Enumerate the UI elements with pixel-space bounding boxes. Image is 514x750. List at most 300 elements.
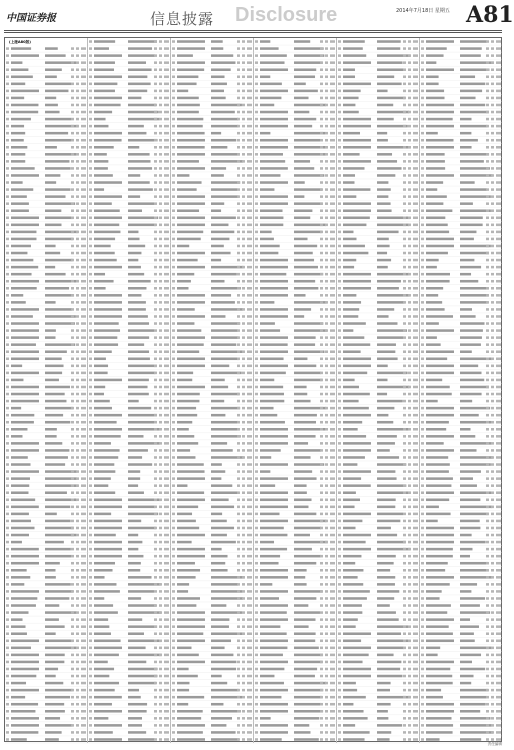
text-line — [94, 315, 122, 318]
text-line — [491, 731, 494, 734]
text-line — [320, 647, 323, 650]
text-line — [94, 280, 114, 283]
text-line — [211, 477, 221, 480]
text-line — [460, 68, 489, 71]
text-line — [11, 569, 27, 572]
text-line — [11, 379, 23, 382]
text-line — [81, 597, 86, 600]
text-line — [237, 442, 240, 445]
text-line — [45, 266, 55, 269]
text-line — [491, 449, 494, 452]
text-line — [486, 710, 489, 713]
text-line — [421, 104, 424, 107]
text-line — [426, 132, 438, 135]
text-line — [154, 139, 157, 142]
text-line — [294, 625, 309, 628]
text-line — [255, 548, 258, 551]
text-line — [486, 266, 489, 269]
text-line — [330, 90, 335, 93]
text-line — [460, 118, 472, 121]
text-line — [294, 731, 310, 734]
text-line — [6, 386, 9, 389]
text-line — [164, 407, 169, 410]
text-line — [426, 738, 440, 741]
text-line — [320, 590, 323, 593]
text-line — [496, 689, 501, 692]
text-line — [45, 640, 73, 643]
text-line — [320, 724, 323, 727]
text-line — [81, 104, 86, 107]
text-line — [172, 273, 175, 276]
text-line — [421, 583, 424, 586]
text-line — [242, 61, 245, 64]
text-line — [154, 661, 157, 664]
text-line — [403, 689, 406, 692]
text-line — [413, 153, 418, 156]
text-line — [81, 618, 86, 621]
text-line — [408, 322, 411, 325]
text-line — [325, 358, 328, 361]
text-line — [325, 555, 328, 558]
text-line — [330, 618, 335, 621]
text-line — [159, 682, 162, 685]
text-line — [211, 675, 222, 678]
text-line — [164, 675, 169, 678]
text-line — [154, 132, 157, 135]
text-line — [403, 654, 406, 657]
text-line — [338, 555, 341, 558]
text-line — [426, 188, 437, 191]
text-line — [11, 266, 38, 269]
text-line — [460, 238, 474, 241]
text-line — [89, 562, 92, 565]
text-line — [408, 491, 411, 494]
text-line — [486, 400, 489, 403]
text-line — [320, 386, 323, 389]
text-line — [172, 174, 175, 177]
text-line — [81, 83, 86, 86]
text-line — [81, 308, 86, 311]
text-line — [408, 484, 411, 487]
text-line — [408, 336, 411, 339]
text-line — [11, 632, 27, 635]
text-line — [377, 167, 402, 170]
text-line — [159, 195, 162, 198]
text-line — [6, 435, 9, 438]
text-line — [211, 463, 222, 466]
text-line — [460, 379, 484, 382]
text-line — [413, 358, 418, 361]
text-line — [338, 209, 341, 212]
text-line — [164, 104, 169, 107]
text-line — [154, 287, 157, 290]
text-line — [159, 400, 162, 403]
text-line — [247, 195, 252, 198]
text-line — [403, 703, 406, 706]
text-line — [408, 611, 411, 614]
text-line — [460, 167, 490, 170]
text-line — [421, 428, 424, 431]
text-line — [94, 541, 122, 544]
text-line — [242, 400, 245, 403]
text-line — [377, 358, 398, 361]
text-line — [496, 548, 501, 551]
text-line — [172, 696, 175, 699]
text-line — [403, 541, 406, 544]
text-line — [76, 442, 79, 445]
text-line — [260, 569, 288, 572]
text-line — [94, 456, 118, 459]
text-line — [330, 372, 335, 375]
text-line — [413, 343, 418, 346]
text-line — [6, 682, 9, 685]
text-line — [159, 273, 162, 276]
text-line — [6, 245, 9, 248]
text-line — [426, 682, 453, 685]
text-line — [338, 350, 341, 353]
text-line — [11, 647, 31, 650]
text-line — [426, 40, 454, 43]
text-line — [343, 125, 371, 128]
text-line — [260, 400, 284, 403]
text-line — [128, 294, 141, 297]
text-line — [403, 358, 406, 361]
text-line — [320, 68, 323, 71]
text-line — [320, 456, 323, 459]
text-line — [486, 167, 489, 170]
text-line — [154, 125, 157, 128]
text-line — [426, 308, 445, 311]
text-line — [76, 61, 79, 64]
text-line — [496, 428, 501, 431]
text-line — [76, 231, 79, 234]
text-line — [320, 632, 323, 635]
text-line — [159, 491, 162, 494]
text-line — [421, 731, 424, 734]
text-line — [237, 273, 240, 276]
text-line — [260, 477, 288, 480]
text-line — [330, 689, 335, 692]
text-line — [255, 252, 258, 255]
text-line — [330, 484, 335, 487]
text-line — [237, 358, 240, 361]
text-line — [491, 153, 494, 156]
text-line — [128, 484, 138, 487]
text-line — [6, 738, 9, 741]
text-line — [89, 372, 92, 375]
text-line — [294, 456, 311, 459]
text-line — [94, 513, 111, 516]
text-line — [255, 513, 258, 516]
text-line — [71, 379, 74, 382]
text-line — [496, 647, 501, 650]
text-line — [164, 238, 169, 241]
text-line — [255, 393, 258, 396]
text-line — [76, 322, 79, 325]
text-line — [172, 139, 175, 142]
text-line — [496, 569, 501, 572]
text-line — [496, 231, 501, 234]
text-line — [45, 202, 75, 205]
text-line — [330, 400, 335, 403]
text-line — [496, 238, 501, 241]
text-line — [294, 661, 323, 664]
text-line — [177, 710, 203, 713]
text-line — [338, 308, 341, 311]
text-line — [377, 668, 400, 671]
text-line — [294, 61, 322, 64]
text-line — [377, 153, 392, 156]
text-line — [403, 731, 406, 734]
text-line — [242, 104, 245, 107]
text-line — [491, 90, 494, 93]
text-line — [421, 322, 424, 325]
text-line — [338, 470, 341, 473]
text-line — [496, 379, 501, 382]
text-line — [211, 202, 224, 205]
text-line — [421, 365, 424, 368]
text-line — [403, 520, 406, 523]
text-line — [242, 731, 245, 734]
text-line — [76, 668, 79, 671]
text-line — [486, 132, 489, 135]
text-line — [421, 167, 424, 170]
text-line — [172, 576, 175, 579]
text-line — [11, 491, 28, 494]
text-line — [486, 336, 489, 339]
text-line — [211, 61, 235, 64]
text-line — [491, 407, 494, 410]
text-line — [177, 343, 204, 346]
text-line — [255, 365, 258, 368]
text-line — [11, 703, 38, 706]
text-line — [294, 442, 308, 445]
text-line — [76, 379, 79, 382]
text-line — [491, 379, 494, 382]
text-line — [486, 513, 489, 516]
text-line — [460, 343, 481, 346]
text-line — [491, 470, 494, 473]
text-line — [128, 569, 140, 572]
text-line — [164, 590, 169, 593]
text-line — [177, 68, 204, 71]
text-line — [6, 484, 9, 487]
text-line — [294, 449, 321, 452]
text-line — [71, 245, 74, 248]
text-line — [343, 245, 365, 248]
text-line — [128, 224, 156, 227]
text-line — [320, 181, 323, 184]
text-line — [460, 548, 473, 551]
text-line — [164, 336, 169, 339]
text-line — [408, 421, 411, 424]
text-line — [294, 231, 322, 234]
text-line — [81, 329, 86, 332]
text-line — [403, 470, 406, 473]
text-line — [377, 400, 403, 403]
text-line — [128, 61, 146, 64]
table-column-5 — [337, 38, 420, 743]
text-line — [159, 97, 162, 100]
text-line — [172, 414, 175, 417]
text-line — [377, 569, 390, 572]
text-line — [76, 477, 79, 480]
section-title-english: Disclosure — [235, 4, 338, 26]
text-line — [164, 294, 169, 297]
text-line — [81, 365, 86, 368]
text-line — [338, 576, 341, 579]
text-line — [76, 400, 79, 403]
text-line — [330, 386, 335, 389]
text-line — [491, 710, 494, 713]
text-line — [338, 195, 341, 198]
text-line — [237, 456, 240, 459]
text-line — [71, 421, 74, 424]
text-line — [45, 675, 56, 678]
text-line — [164, 696, 169, 699]
text-line — [460, 259, 474, 262]
text-line — [413, 668, 418, 671]
table-column-3 — [171, 38, 254, 743]
table-texture — [88, 38, 171, 743]
text-line — [320, 611, 323, 614]
text-line — [338, 40, 341, 43]
text-line — [491, 118, 494, 121]
text-line — [330, 209, 335, 212]
text-line — [159, 597, 162, 600]
text-line — [71, 668, 74, 671]
text-line — [94, 104, 121, 107]
text-line — [237, 224, 240, 227]
text-line — [320, 393, 323, 396]
text-line — [6, 336, 9, 339]
text-line — [338, 625, 341, 628]
text-line — [377, 139, 388, 142]
text-line — [247, 520, 252, 523]
text-line — [330, 104, 335, 107]
text-line — [255, 132, 258, 135]
text-line — [159, 301, 162, 304]
text-line — [164, 506, 169, 509]
text-line — [421, 132, 424, 135]
text-line — [491, 513, 494, 516]
text-line — [377, 520, 400, 523]
text-line — [154, 724, 157, 727]
text-line — [247, 604, 252, 607]
text-line — [491, 372, 494, 375]
text-line — [426, 640, 454, 643]
text-line — [177, 76, 198, 79]
text-line — [177, 506, 198, 509]
text-line — [421, 181, 424, 184]
text-line — [89, 717, 92, 720]
text-line — [338, 738, 341, 741]
text-line — [260, 266, 288, 269]
text-line — [237, 414, 240, 417]
text-line — [294, 491, 307, 494]
text-line — [486, 76, 489, 79]
text-line — [413, 470, 418, 473]
text-line — [294, 618, 316, 621]
text-line — [164, 682, 169, 685]
text-line — [486, 195, 489, 198]
text-line — [325, 350, 328, 353]
text-line — [211, 682, 227, 685]
text-line — [128, 548, 138, 551]
text-line — [496, 618, 501, 621]
text-line — [403, 682, 406, 685]
text-line — [491, 569, 494, 572]
text-line — [81, 238, 86, 241]
text-line — [338, 689, 341, 692]
text-line — [11, 470, 39, 473]
text-line — [76, 125, 79, 128]
text-line — [496, 449, 501, 452]
text-line — [255, 294, 258, 297]
text-line — [426, 393, 452, 396]
text-line — [6, 47, 9, 50]
text-line — [496, 104, 501, 107]
text-line — [164, 273, 169, 276]
text-line — [45, 527, 74, 530]
text-line — [421, 527, 424, 530]
text-line — [242, 188, 245, 191]
text-line — [255, 343, 258, 346]
text-line — [320, 350, 323, 353]
text-line — [159, 520, 162, 523]
text-line — [260, 329, 280, 332]
text-line — [260, 294, 288, 297]
text-line — [408, 470, 411, 473]
text-line — [159, 61, 162, 64]
text-line — [320, 273, 323, 276]
text-line — [247, 456, 252, 459]
header-rule — [4, 30, 502, 31]
text-line — [177, 491, 204, 494]
text-line — [421, 710, 424, 713]
text-line — [237, 54, 240, 57]
text-line — [421, 696, 424, 699]
text-line — [159, 407, 162, 410]
text-line — [94, 343, 118, 346]
text-line — [426, 111, 454, 114]
text-line — [343, 372, 367, 375]
text-line — [403, 386, 406, 389]
text-line — [89, 231, 92, 234]
text-line — [320, 61, 323, 64]
text-line — [330, 343, 335, 346]
text-line — [94, 491, 115, 494]
text-line — [94, 266, 122, 269]
text-line — [426, 724, 453, 727]
text-line — [377, 724, 402, 727]
text-line — [413, 618, 418, 621]
text-line — [460, 484, 477, 487]
text-line — [320, 160, 323, 163]
text-line — [6, 224, 9, 227]
text-line — [320, 266, 323, 269]
text-line — [159, 181, 162, 184]
text-line — [71, 266, 74, 269]
text-line — [71, 618, 74, 621]
text-line — [11, 259, 33, 262]
text-line — [343, 238, 356, 241]
text-line — [460, 569, 489, 572]
text-line — [343, 68, 355, 71]
text-line — [128, 97, 141, 100]
text-line — [343, 710, 364, 713]
text-line — [242, 611, 245, 614]
